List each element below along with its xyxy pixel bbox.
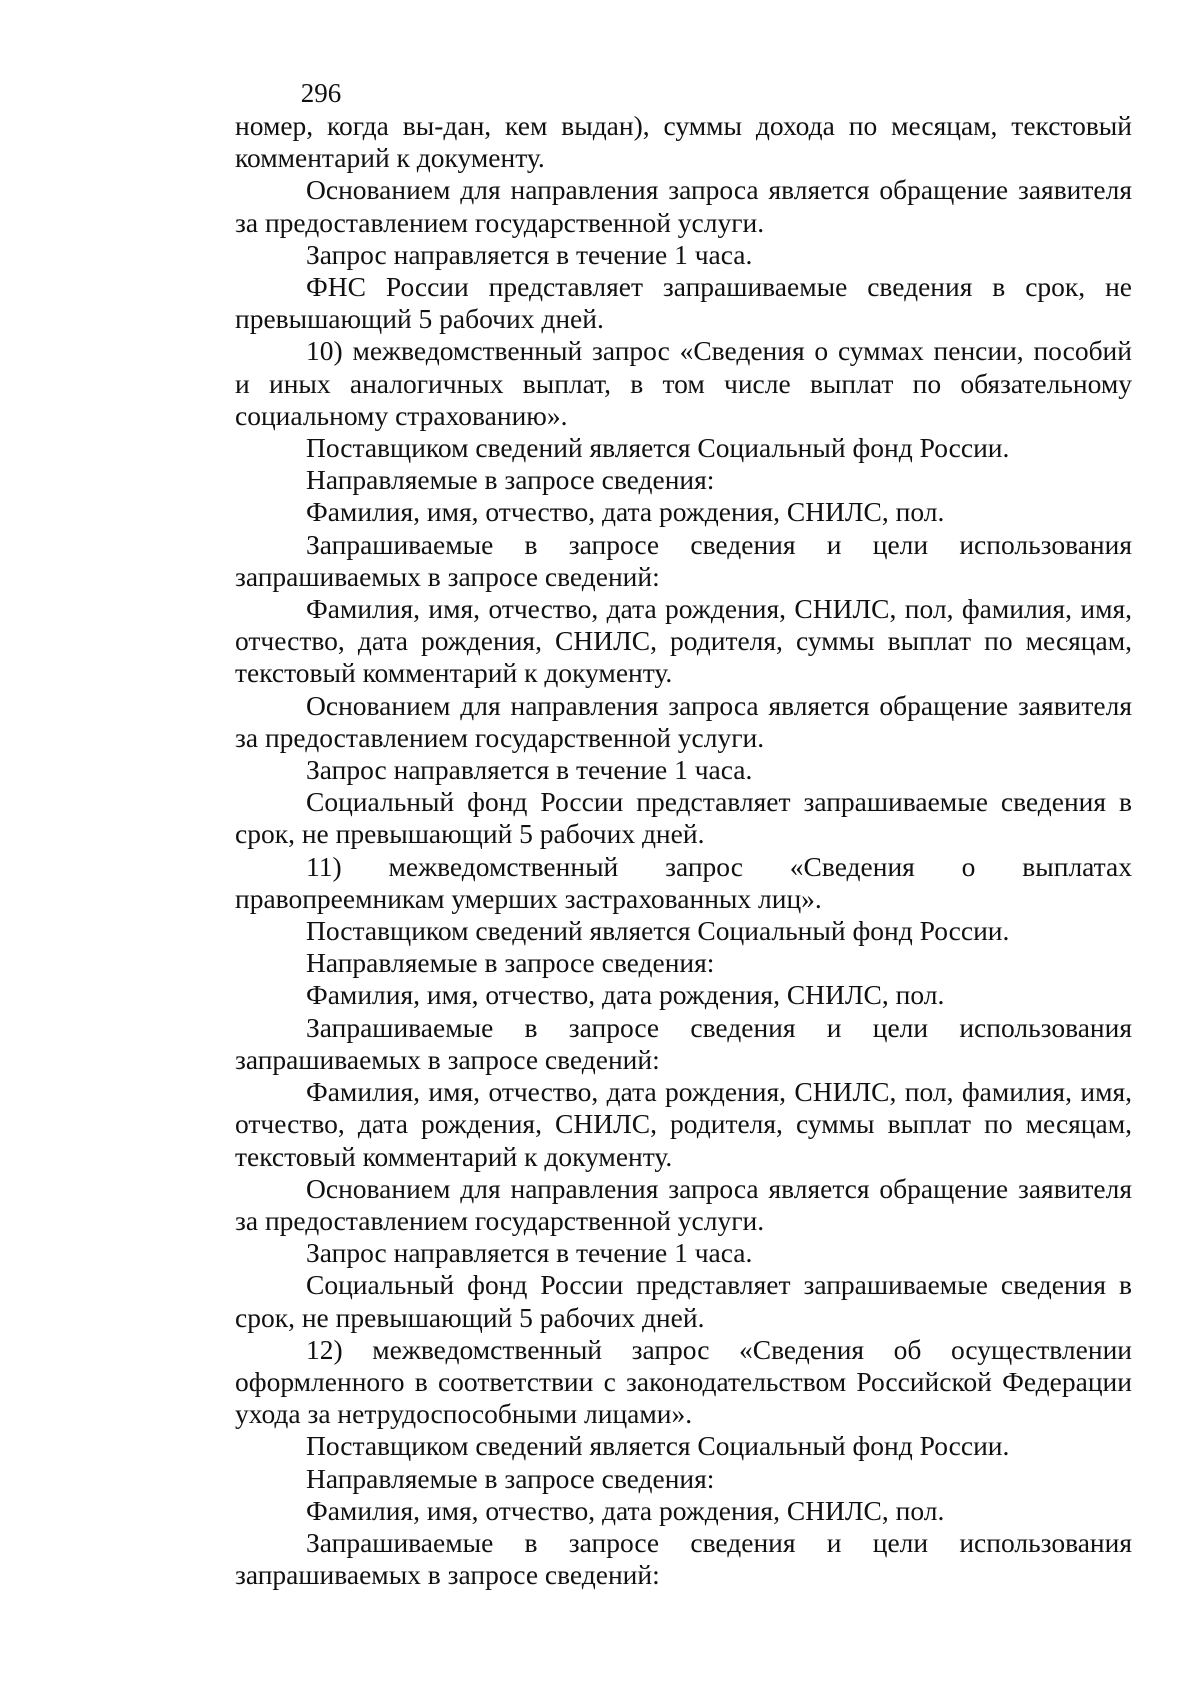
paragraph: Запрос направляется в течение 1 часа. [306,238,753,270]
paragraph: Направляемые в запросе сведения: [306,947,715,979]
paragraph: Направляемые в запросе сведения: [306,1462,715,1494]
paragraph: 10) межведомственный запрос «Сведения о суммах пенсии, пособий и иных аналогичных выплат, в том числе выплат по обязательному социальному страхованию». [235,335,1132,431]
paragraph: Поставщиком сведений является Социальный фонд России. [306,1430,1010,1462]
paragraph: 12) межведомственный запрос «Сведения об осуществлении оформленного в соответствии с законодательством Российской Федерации ухода за нетрудоспособными лицами». [235,1333,1132,1430]
paragraph: Социальный фонд России представляет запрашиваемые сведения в срок, не превышающий 5 рабочих дней. [235,786,1132,850]
paragraph: Запрашиваемые в запросе сведения и цели использования запрашиваемых в запросе сведений: [235,528,1132,592]
paragraph: Запрашиваемые в запросе сведения и цели использования запрашиваемых в запросе сведений: [235,1526,1132,1591]
paragraph: Основанием для направления запроса является обращение заявителя за предоставлением государственной услуги. [235,1172,1132,1236]
paragraph: Основанием для направления запроса является обращение заявителя за предоставлением государственной услуги. [235,174,1132,238]
paragraph: Основанием для направления запроса является обращение заявителя за предоставлением государственной услуги. [235,689,1132,753]
paragraph: номер, когда вы-дан, кем выдан), суммы дохода по месяцам, текстовый комментарий к документу. [235,110,1132,174]
paragraph: ФНС России представляет запрашиваемые сведения в срок, не превышающий 5 рабочих дней. [235,271,1132,335]
paragraph: Фамилия, имя, отчество, дата рождения, СНИЛС, пол. [306,979,945,1011]
paragraph: Запрос направляется в течение 1 часа. [306,1237,753,1269]
paragraph: 11) межведомственный запрос «Сведения о выплатах правопреемникам умерших застрахованных лиц». [235,850,1132,914]
paragraph: Социальный фонд России представляет запрашиваемые сведения в срок, не превышающий 5 рабочих дней. [235,1269,1132,1333]
paragraph: Поставщиком сведений является Социальный фонд России. [306,915,1010,947]
paragraph: Фамилия, имя, отчество, дата рождения, СНИЛС, пол, фамилия, имя, отчество, дата рождения, СНИЛС, родителя, суммы выплат по месяцам, текстовый комментарий к документу. [235,593,1132,689]
paragraph: Фамилия, имя, отчество, дата рождения, СНИЛС, пол, фамилия, имя, отчество, дата рождения, СНИЛС, родителя, суммы выплат по месяцам, текстовый комментарий к документу. [235,1076,1132,1172]
paragraph: Запрос направляется в течение 1 часа. [306,754,753,786]
document-body [235,110,1132,1591]
paragraph: Запрашиваемые в запросе сведения и цели использования запрашиваемых в запросе сведений: [235,1011,1132,1075]
paragraph: Направляемые в запросе сведения: [306,464,715,496]
page-number [0,78,1200,108]
paragraph: Фамилия, имя, отчество, дата рождения, СНИЛС, пол. [306,496,945,528]
paragraph: Поставщиком сведений является Социальный фонд России. [306,432,1010,464]
page-number-text: 296 [300,78,342,108]
paragraph: Фамилия, имя, отчество, дата рождения, СНИЛС, пол. [306,1494,945,1526]
